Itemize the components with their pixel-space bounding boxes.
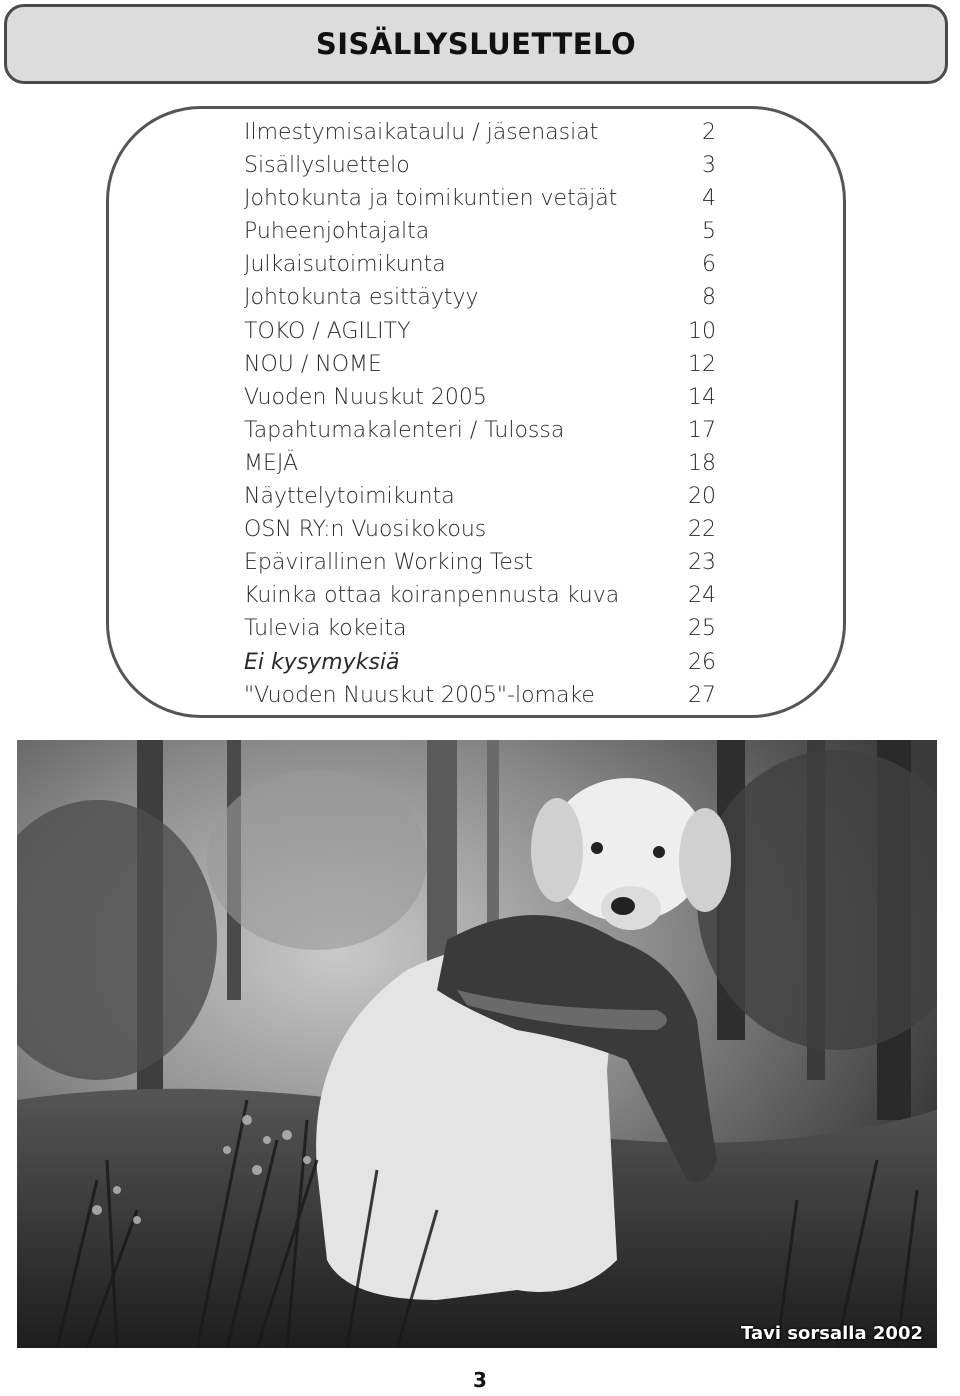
dog-with-duck-image [17, 740, 937, 1348]
toc-entry-page: 20 [688, 484, 716, 510]
toc-entry [244, 583, 716, 616]
toc-entry-title: Julkaisutoimikunta [244, 252, 446, 278]
toc-entry [244, 153, 716, 186]
toc-entry-title: Tapahtumakalenteri / Tulossa [244, 417, 565, 443]
toc-entry [244, 252, 716, 285]
toc-entry [244, 683, 716, 716]
toc-entry-page: 25 [688, 616, 716, 642]
table-of-contents [244, 120, 716, 716]
toc-entry [244, 550, 716, 583]
toc-entry [244, 484, 716, 517]
toc-entry-page: 26 [688, 649, 716, 675]
toc-entry [244, 319, 716, 352]
toc-entry [244, 418, 716, 451]
toc-entry-page: 12 [688, 351, 716, 377]
page-title: SISÄLLYSLUETTELO [315, 27, 637, 61]
toc-entry [244, 352, 716, 385]
toc-entry-title: "Vuoden Nuuskut 2005"-lomake [244, 682, 595, 708]
toc-entry-title: Johtokunta esittäytyy [244, 285, 479, 311]
toc-entry-title: Näyttelytoimikunta [244, 484, 455, 510]
toc-entry-title: NOU / NOME [244, 351, 382, 377]
toc-entry-title: Puheenjohtajalta [244, 219, 430, 245]
toc-entry [244, 385, 716, 418]
toc-entry [244, 517, 716, 550]
toc-entry [244, 285, 716, 318]
toc-entry-page: 8 [702, 285, 716, 311]
toc-entry-page: 6 [702, 252, 716, 278]
toc-entry-title: Ei kysymyksiä [244, 649, 400, 675]
toc-entry-title: Sisällysluettelo [244, 153, 410, 179]
toc-entry-title: TOKO / AGILITY [244, 318, 411, 344]
toc-entry-page: 4 [702, 186, 716, 212]
toc-entry-page: 18 [688, 450, 716, 476]
photo-caption: Tavi sorsalla 2002 [741, 1323, 923, 1344]
toc-entry-page: 10 [688, 318, 716, 344]
toc-entry-page: 2 [702, 120, 716, 145]
toc-entry-page: 22 [688, 517, 716, 543]
toc-entry-title: Vuoden Nuuskut 2005 [244, 384, 487, 410]
toc-entry [244, 120, 716, 153]
toc-entry [244, 650, 716, 683]
toc-entry [244, 186, 716, 219]
header-box [4, 4, 948, 84]
toc-entry-page: 24 [688, 583, 716, 609]
toc-entry-title: MEJÄ [244, 450, 299, 476]
page-number: 3 [473, 1368, 487, 1392]
toc-entry-title: OSN RY:n Vuosikokous [244, 517, 487, 543]
toc-entry-page: 5 [702, 219, 716, 245]
toc-entry-page: 3 [702, 153, 716, 179]
toc-entry [244, 219, 716, 252]
toc-entry [244, 451, 716, 484]
toc-entry-page: 17 [688, 417, 716, 443]
toc-entry-page: 27 [688, 682, 716, 708]
toc-entry-title: Johtokunta ja toimikuntien vetäjät [244, 186, 618, 212]
toc-entry-title: Tulevia kokeita [244, 616, 407, 642]
toc-entry-title: Ilmestymisaikataulu / jäsenasiat [244, 120, 599, 145]
toc-entry-page: 14 [688, 384, 716, 410]
toc-entry-title: Kuinka ottaa koiranpennusta kuva [244, 583, 620, 609]
toc-entry-page: 23 [688, 550, 716, 576]
toc-entry [244, 616, 716, 649]
toc-entry-title: Epävirallinen Working Test [244, 550, 534, 576]
dog-photo [17, 740, 937, 1348]
